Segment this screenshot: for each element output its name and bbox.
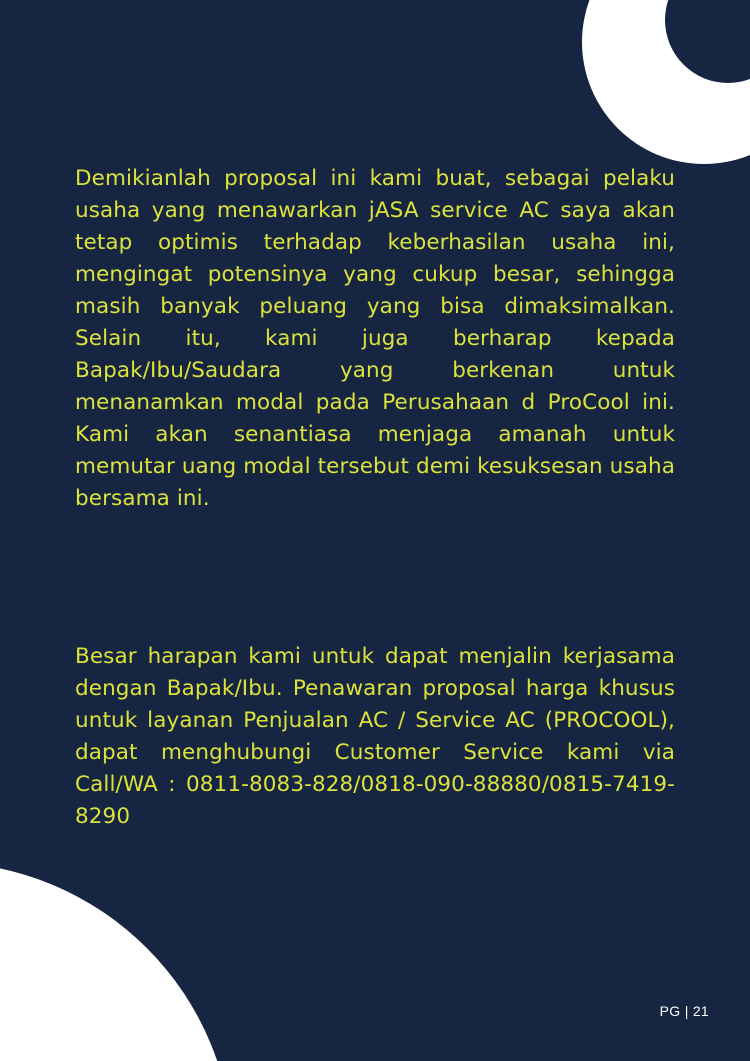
contact-paragraph: Besar harapan kami untuk dapat menjalin kerjasama dengan Bapak/Ibu. Penawaran proposal harga khusus untuk layanan Penjualan AC / Service AC (PROCOOL), dapat menghubungi Customer Service kami via Call/WA : 0811-8083-828/0818-090-88880/0815-7419-8290	[75, 644, 675, 829]
decorative-circle-bottom-left	[0, 862, 233, 1061]
closing-paragraph: Demikianlah proposal ini kami buat, sebagai pelaku usaha yang menawarkan jASA service AC saya akan tetap optimis terhadap keberhasilan usaha ini, mengingat potensinya yang cukup besar, sehingga masih banyak peluang yang bisa dimaksimalkan. Selain itu, kami juga berharap kepada Bapak/Ibu/Saudara yang berkenan untuk menanamkan modal pada Perusahaan d ProCool ini. Kami akan senantiasa menjaga amanah untuk memutar uang modal tersebut demi kesuksesan usaha bersama ini.	[75, 166, 675, 511]
page-number: PG | 21	[659, 1003, 709, 1019]
